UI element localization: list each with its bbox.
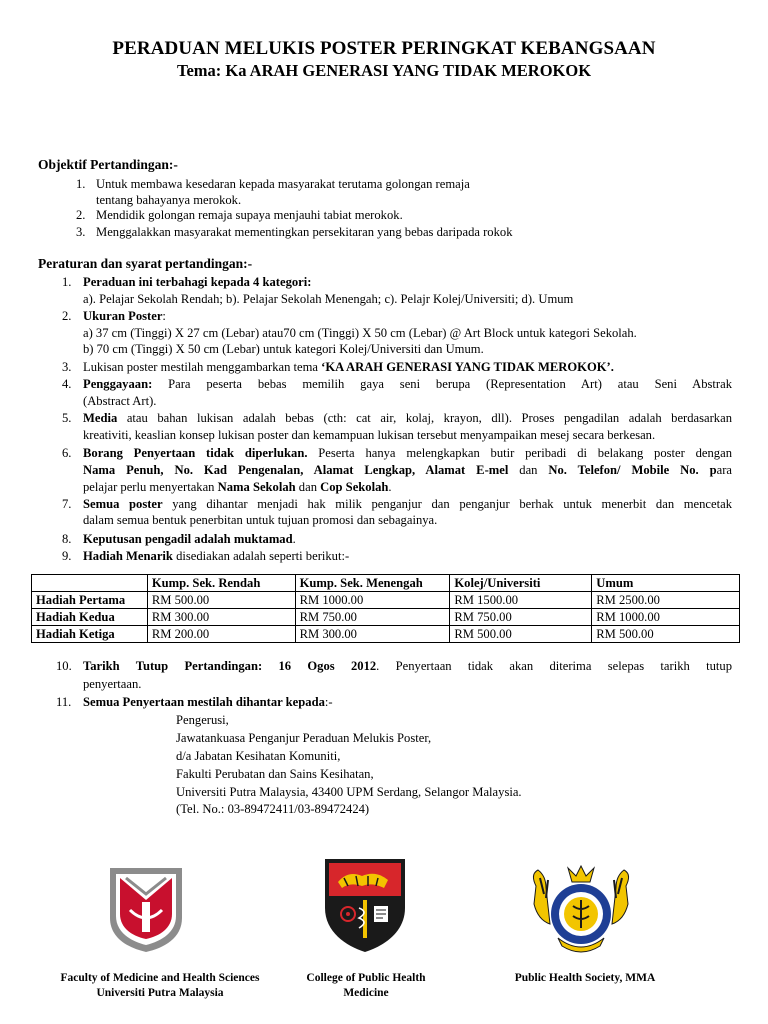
rules-heading: Peraturan dan syarat pertandingan:-: [38, 256, 253, 271]
table-row: [32, 592, 740, 609]
rule-text: a). Pelajar Sekolah Rendah; b). Pelajar Sekolah Menengah; c). Pelajr Kolej/Universiti; d). Umum: [83, 292, 574, 306]
objective-number: 2.: [76, 208, 86, 222]
address-line: d/a Jabatan Kesihatan Komuniti,: [176, 749, 341, 763]
objective-number: 3.: [76, 225, 86, 239]
table-header-cell: [32, 575, 148, 592]
upm-faculty-logo: [108, 866, 184, 954]
rule-text: Nama Penuh, No. Kad Pengenalan, Alamat Lengkap, Alamat E-mel dan No. Telefon/ Mobile No. para: [83, 463, 732, 477]
rule-number: 5.: [62, 411, 72, 425]
table-cell: RM 750.00: [295, 609, 450, 626]
table-header-cell: Umum: [592, 575, 740, 592]
rule-text: Borang Penyertaan tidak diperlukan. Peserta hanya melengkapkan butir peribadi di belakang poster dengan: [83, 446, 732, 460]
rule-number: 11.: [56, 695, 72, 709]
address-line: Fakulti Perubatan dan Sains Kesihatan,: [176, 767, 374, 781]
objectives-heading: Objektif Pertandingan:-: [38, 157, 178, 172]
table-header-cell: Kump. Sek. Menengah: [295, 575, 450, 592]
rule-text: Keputusan pengadil adalah muktamad.: [83, 532, 296, 546]
rule-number: 9.: [62, 549, 72, 563]
objective-text: tentang bahayanya merokok.: [96, 193, 242, 207]
rule-text: Penggayaan: Para peserta bebas memilih gaya seni berupa (Representation Art) atau Seni Abstrak: [83, 377, 732, 391]
table-row-label: Hadiah Kedua: [32, 609, 148, 626]
table-cell: RM 1000.00: [592, 609, 740, 626]
page-title: PERADUAN MELUKIS POSTER PERINGKAT KEBANGSAAN: [112, 38, 656, 59]
address-line: Universiti Putra Malaysia, 43400 UPM Serdang, Selangor Malaysia.: [176, 785, 522, 799]
address-line: (Tel. No.: 03-89472411/03-89472424): [176, 802, 370, 816]
rule-text: Peraduan ini terbahagi kepada 4 kategori:: [83, 275, 312, 289]
rule-number: 4.: [62, 377, 72, 391]
rule-number: 1.: [62, 275, 72, 289]
objective-text: Mendidik golongan remaja supaya menjauhi tabiat merokok.: [96, 208, 403, 222]
rule-text: Hadiah Menarik disediakan adalah seperti berikut:-: [83, 549, 350, 563]
rule-text: (Abstract Art).: [83, 394, 157, 408]
rule-text: Semua poster yang dihantar menjadi hak milik penganjur dan penganjur berhak untuk menerbit dan mencetak: [83, 497, 732, 511]
table-cell: RM 500.00: [592, 626, 740, 643]
rule-text: dalam semua bentuk penerbitan untuk tujuan promosi dan sebagainya.: [83, 513, 438, 527]
rule-number: 7.: [62, 497, 72, 511]
rule-text: penyertaan.: [83, 677, 142, 691]
table-header-cell: Kolej/Universiti: [450, 575, 592, 592]
rule-text: Tarikh Tutup Pertandingan: 16 Ogos 2012. Penyertaan tidak akan diterima selepas tarikh tutup: [83, 659, 733, 673]
public-health-society-logo: [528, 864, 634, 956]
table-row: [32, 609, 740, 626]
table-cell: RM 1000.00: [295, 592, 450, 609]
table-cell: RM 2500.00: [592, 592, 740, 609]
table-cell: RM 200.00: [147, 626, 295, 643]
rule-text: Lukisan poster mestilah menggambarkan tema ‘KA ARAH GENERASI YANG TIDAK MEROKOK’.: [83, 360, 614, 374]
college-public-health-logo: [322, 856, 408, 954]
rule-text: Media atau bahan lukisan adalah bebas (cth: cat air, kolaj, krayon, dll). Proses pengadilan adalah berdasarkan: [83, 411, 732, 425]
table-row-label: Hadiah Pertama: [32, 592, 148, 609]
rule-text: b) 70 cm (Tinggi) X 50 cm (Lebar) untuk kategori Kolej/Universiti dan Umum.: [83, 342, 484, 356]
table-cell: RM 300.00: [147, 609, 295, 626]
table-row-label: Hadiah Ketiga: [32, 626, 148, 643]
logo-caption: Faculty of Medicine and Health Sciences Universiti Putra Malaysia: [60, 972, 260, 999]
rule-number: 3.: [62, 360, 72, 374]
objective-number: 1.: [76, 177, 86, 191]
objective-text: Untuk membawa kesedaran kepada masyarakat terutama golongan remaja: [96, 177, 470, 191]
address-line: Pengerusi,: [176, 713, 229, 727]
table-cell: RM 1500.00: [450, 592, 592, 609]
rule-number: 6.: [62, 446, 72, 460]
rule-text: Ukuran Poster:: [83, 309, 166, 323]
table-cell: RM 500.00: [450, 626, 592, 643]
prize-table: [31, 574, 740, 643]
logo-caption: Public Health Society, MMA: [514, 972, 656, 984]
table-header-row: [32, 575, 740, 592]
rule-text: pelajar perlu menyertakan Nama Sekolah dan Cop Sekolah.: [83, 480, 392, 494]
rule-number: 2.: [62, 309, 72, 323]
logo-caption: College of Public Health Medicine: [306, 972, 426, 999]
table-row: [32, 626, 740, 643]
table-cell: RM 300.00: [295, 626, 450, 643]
table-cell: RM 500.00: [147, 592, 295, 609]
table-header-cell: Kump. Sek. Rendah: [147, 575, 295, 592]
address-line: Jawatankuasa Penganjur Peraduan Melukis Poster,: [176, 731, 432, 745]
page-subtitle: Tema: Ka ARAH GENERASI YANG TIDAK MEROKOK: [176, 61, 592, 80]
rule-text: kreativiti, keaslian konsep lukisan poster dan kemampuan lukisan tersebut menyampaikan mesej secara berkesan.: [83, 428, 656, 442]
rule-number: 10.: [56, 659, 72, 673]
table-cell: RM 750.00: [450, 609, 592, 626]
rule-number: 8.: [62, 532, 72, 546]
rule-text: a) 37 cm (Tinggi) X 27 cm (Lebar) atau70 cm (Tinggi) X 50 cm (Lebar) @ Art Block untuk kategori Sekolah.: [83, 326, 637, 340]
objective-text: Menggalakkan masyarakat mementingkan persekitaran yang bebas daripada rokok: [96, 225, 513, 239]
rule-text: Semua Penyertaan mestilah dihantar kepada:-: [83, 695, 333, 709]
